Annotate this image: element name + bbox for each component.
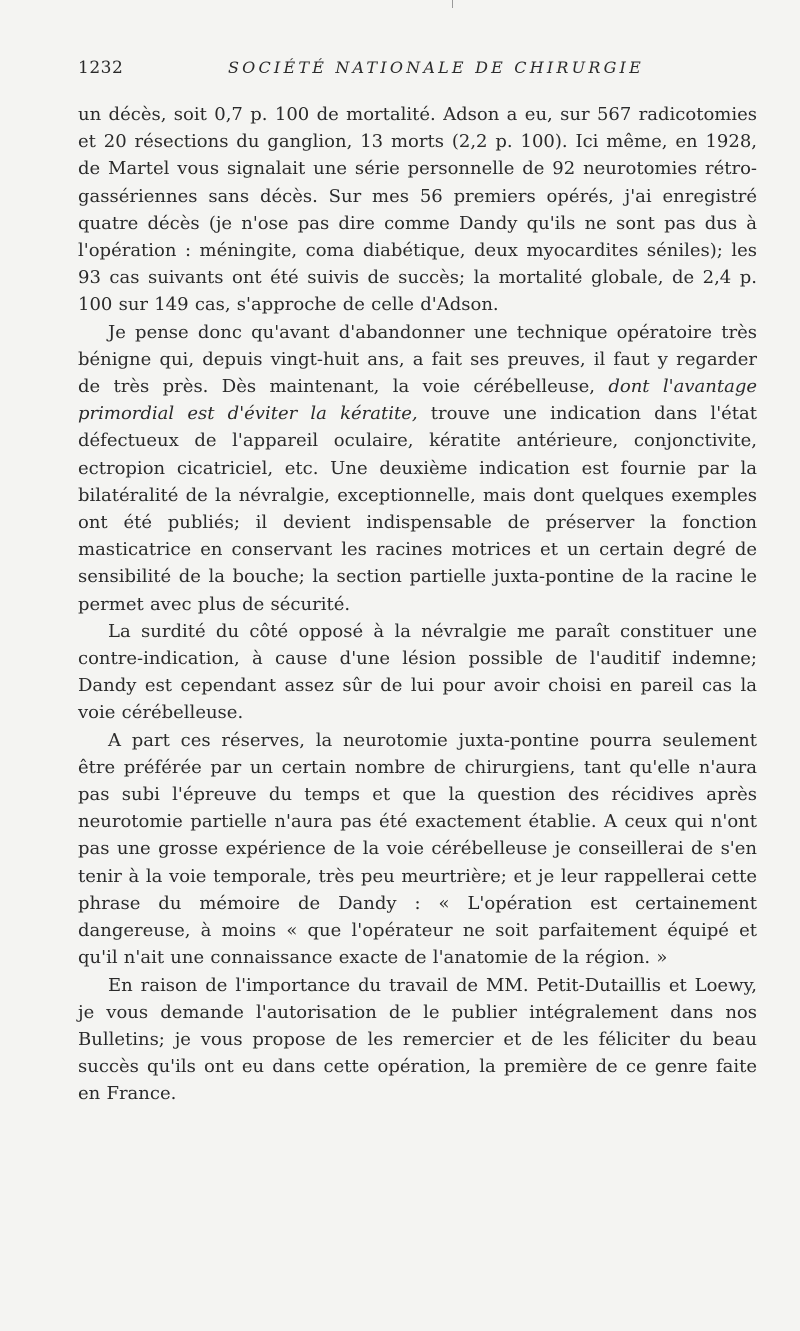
paragraph-1: un décès, soit 0,7 p. 100 de mortalité. Adson a eu, sur 567 radicotomies et 20 résections du ganglion, 13 morts (2,2 p. 100). Ici même, en 1928, de Martel vous signalait une série personnelle de 92 neurotomies rétro-gassériennes sans décès. Sur mes 56 premiers opérés, j'ai enregistré quatre décès (je n'ose pas dire comme Dandy qu'ils ne sont pas dus à l'opération : méningite, coma diabétique, deux myocardites séniles); les 93 cas suivants ont été suivis de succès; la mortalité globale, de 2,4 p. 100 sur 149 cas, s'approche de celle d'Adson. <box>78 104 757 316</box>
body-text <box>78 101 757 1108</box>
paragraph-2-text-before: Je pense donc qu'avant d'abandonner une technique opératoire très bénigne qui, depuis vingt-huit ans, a fait ses preuves, il faut y regarder de très près. Dès maintenant, la voie cérébelleuse, <box>78 321 757 398</box>
page-header <box>78 58 760 82</box>
scan-mark <box>452 0 453 8</box>
paragraph-5: En raison de l'importance du travail de MM. Petit-Dutaillis et Loewy, je vous demande l'autorisation de le publier intégralement dans nos Bulletins; je vous propose de les remercier et de les féliciter du beau succès qu'ils ont eu dans cette opération, la première de ce genre faite en France. <box>78 974 757 1105</box>
running-title: SOCIÉTÉ NATIONALE DE CHIRURGIE <box>228 58 644 77</box>
paragraph-3: La surdité du côté opposé à la névralgie me paraît constituer une contre-indication, à cause d'une lésion possible de l'auditif indemne; Dandy est cependant assez sûr de lui pour avoir choisi en pareil cas la voie cérébelleuse. <box>78 620 757 724</box>
paragraph-2 <box>78 319 757 618</box>
paragraph-4: A part ces réserves, la neurotomie juxta-pontine pourra seulement être préférée par un certain nombre de chirurgiens, tant qu'elle n'aura pas subi l'épreuve du temps et que la question des récidives après neurotomie partielle n'aura pas été exactement établie. A ceux qui n'ont pas une grosse expérience de la voie cérébelleuse je conseillerai de s'en tenir à la voie temporale, très peu meurtrière; et je leur rappellerai cette phrase du mémoire de Dandy : « L'opération est certainement dangereuse, à moins « que l'opérateur ne soit parfaitement équipé et qu'il n'ait une connaissance exacte de l'anatomie de la région. » <box>78 729 757 969</box>
page-number: 1232 <box>78 58 124 78</box>
paragraph-2-emphasis: dont l'avantage primordial est d'éviter la kératite, <box>78 376 757 425</box>
paragraph-2-text-after: trouve une indication dans l'état défectueux de l'appareil oculaire, kératite antérieure, conjonctivite, ectropion cicatriciel, etc. Une deuxième indication est fournie par la bilatéralité de la névralgie, exceptionnelle, mais dont quelques exemples ont été publiés; il devient indispensable de préserver la fonction masticatrice en conservant les racines motrices et un certain degré de sensibilité de la bouche; la section partielle juxta-pontine de la racine le permet avec plus de sécurité. <box>78 403 757 615</box>
